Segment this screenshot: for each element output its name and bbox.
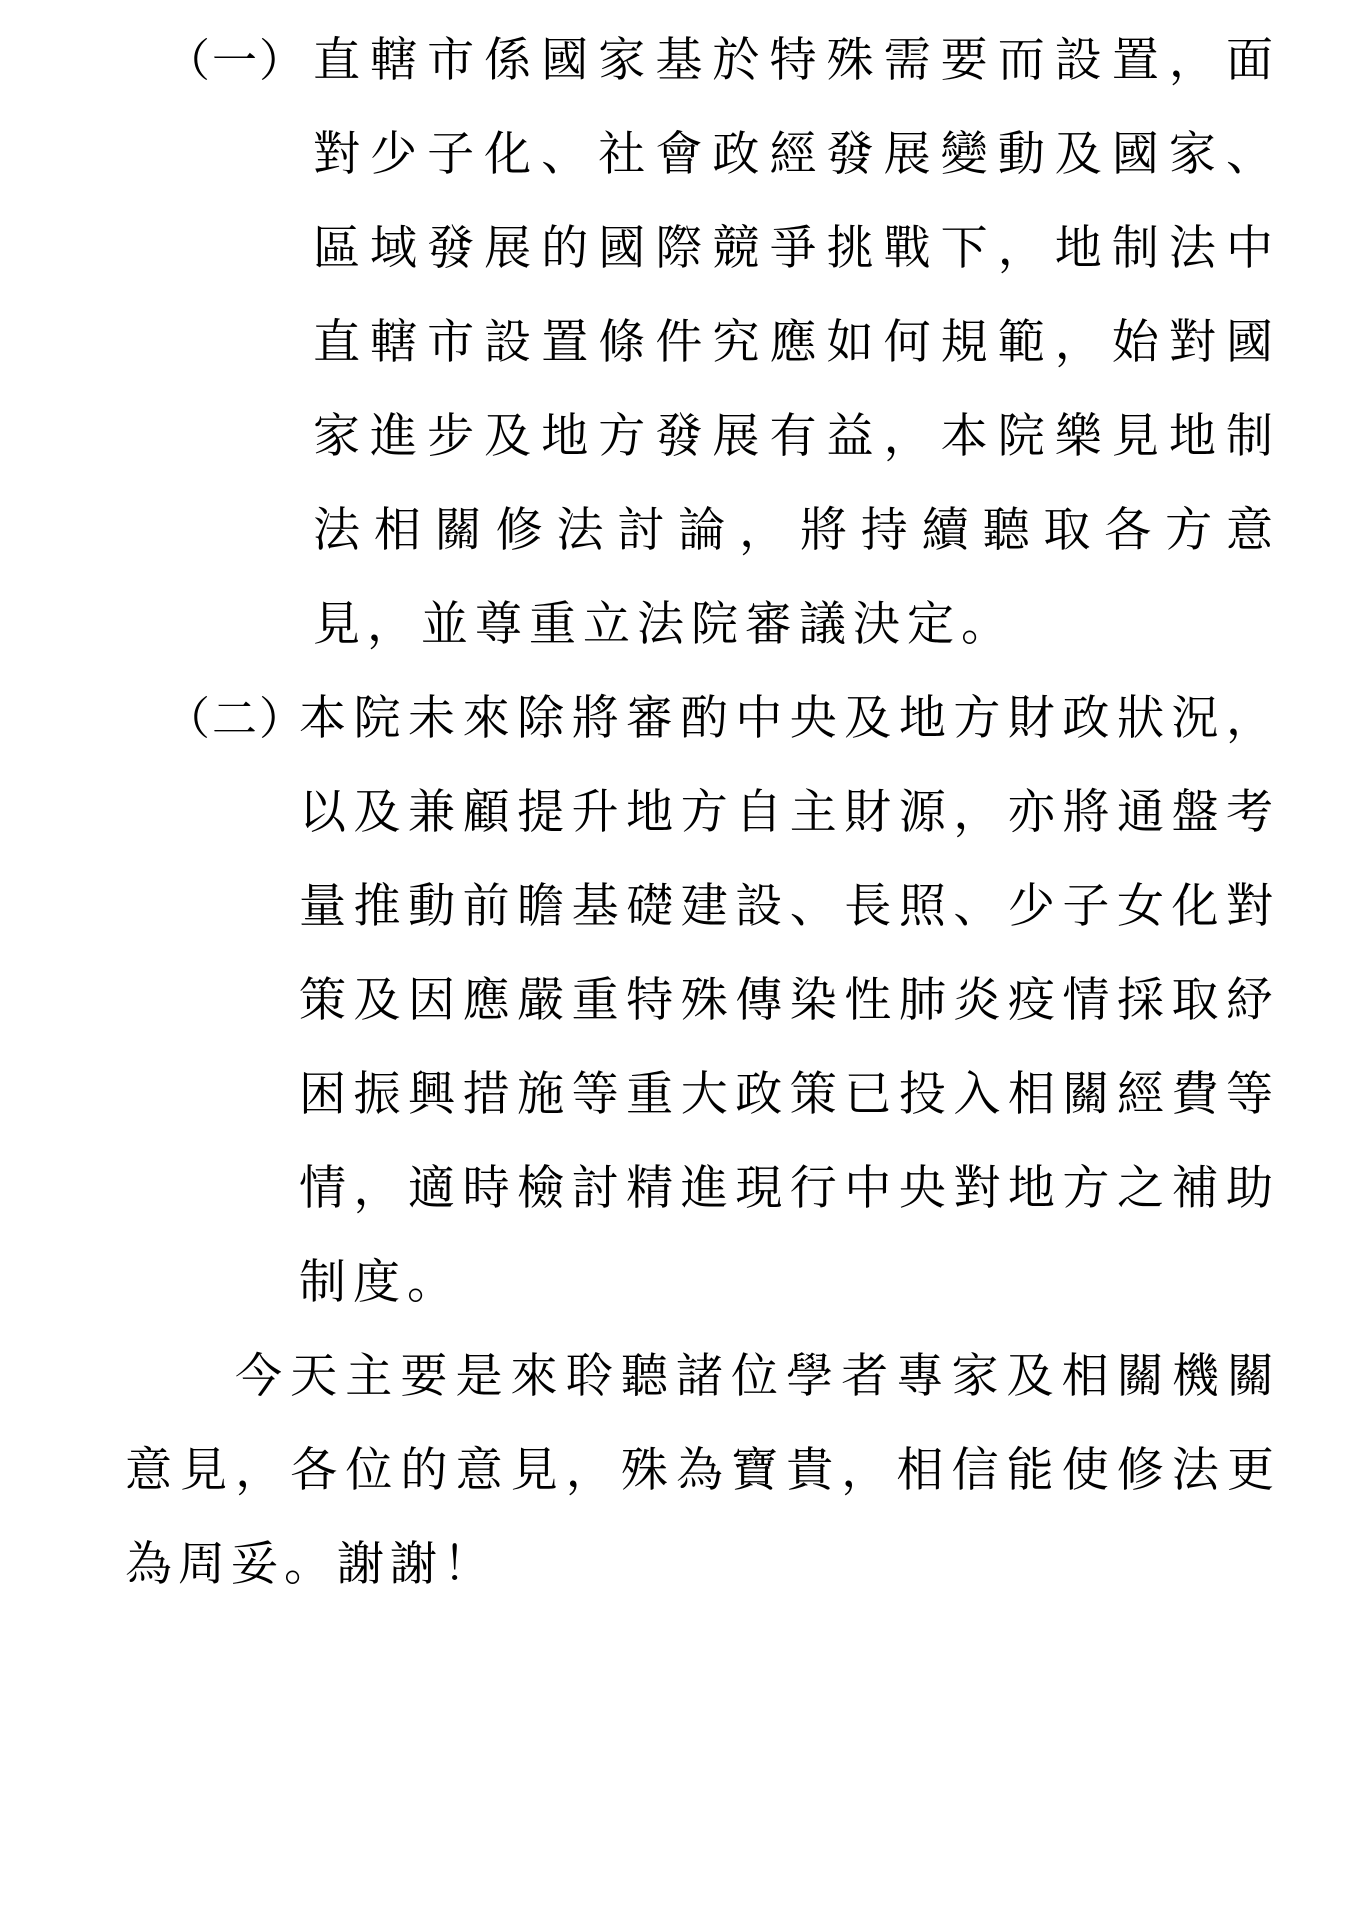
list-item-row [165, 672, 1280, 1330]
list-item-number: （一） [165, 34, 307, 87]
list-item-number: （二） [165, 692, 307, 745]
closing-paragraph: 今天主要是來聆聽諸位學者專家及相關機關意見，各位的意見，殊為寶貴，相信能使修法更為周妥。謝謝！ [125, 1349, 1280, 1592]
list-item-row [165, 14, 1280, 672]
list-item-text: 本院未來除將審酌中央及地方財政狀況，以及兼顧提升地方自主財源，亦將通盤考量推動前瞻基礎建設、長照、少子女化對策及因應嚴重特殊傳染性肺炎疫情採取紓困振興措施等重大政策已投入相關經費等情，適時檢討精進現行中央對地方之補助制度。 [299, 691, 1280, 1310]
list-item-2 [165, 672, 1280, 1330]
list-item-text: 直轄市係國家基於特殊需要而設置，面對少子化、社會政經發展變動及國家、區域發展的國際競爭挑戰下，地制法中直轄市設置條件究應如何規範，始對國家進步及地方發展有益，本院樂見地制法相關修法討論，將持續聽取各方意見，並尊重立法院審議決定。 [313, 33, 1280, 652]
list-item-1 [165, 14, 1280, 672]
